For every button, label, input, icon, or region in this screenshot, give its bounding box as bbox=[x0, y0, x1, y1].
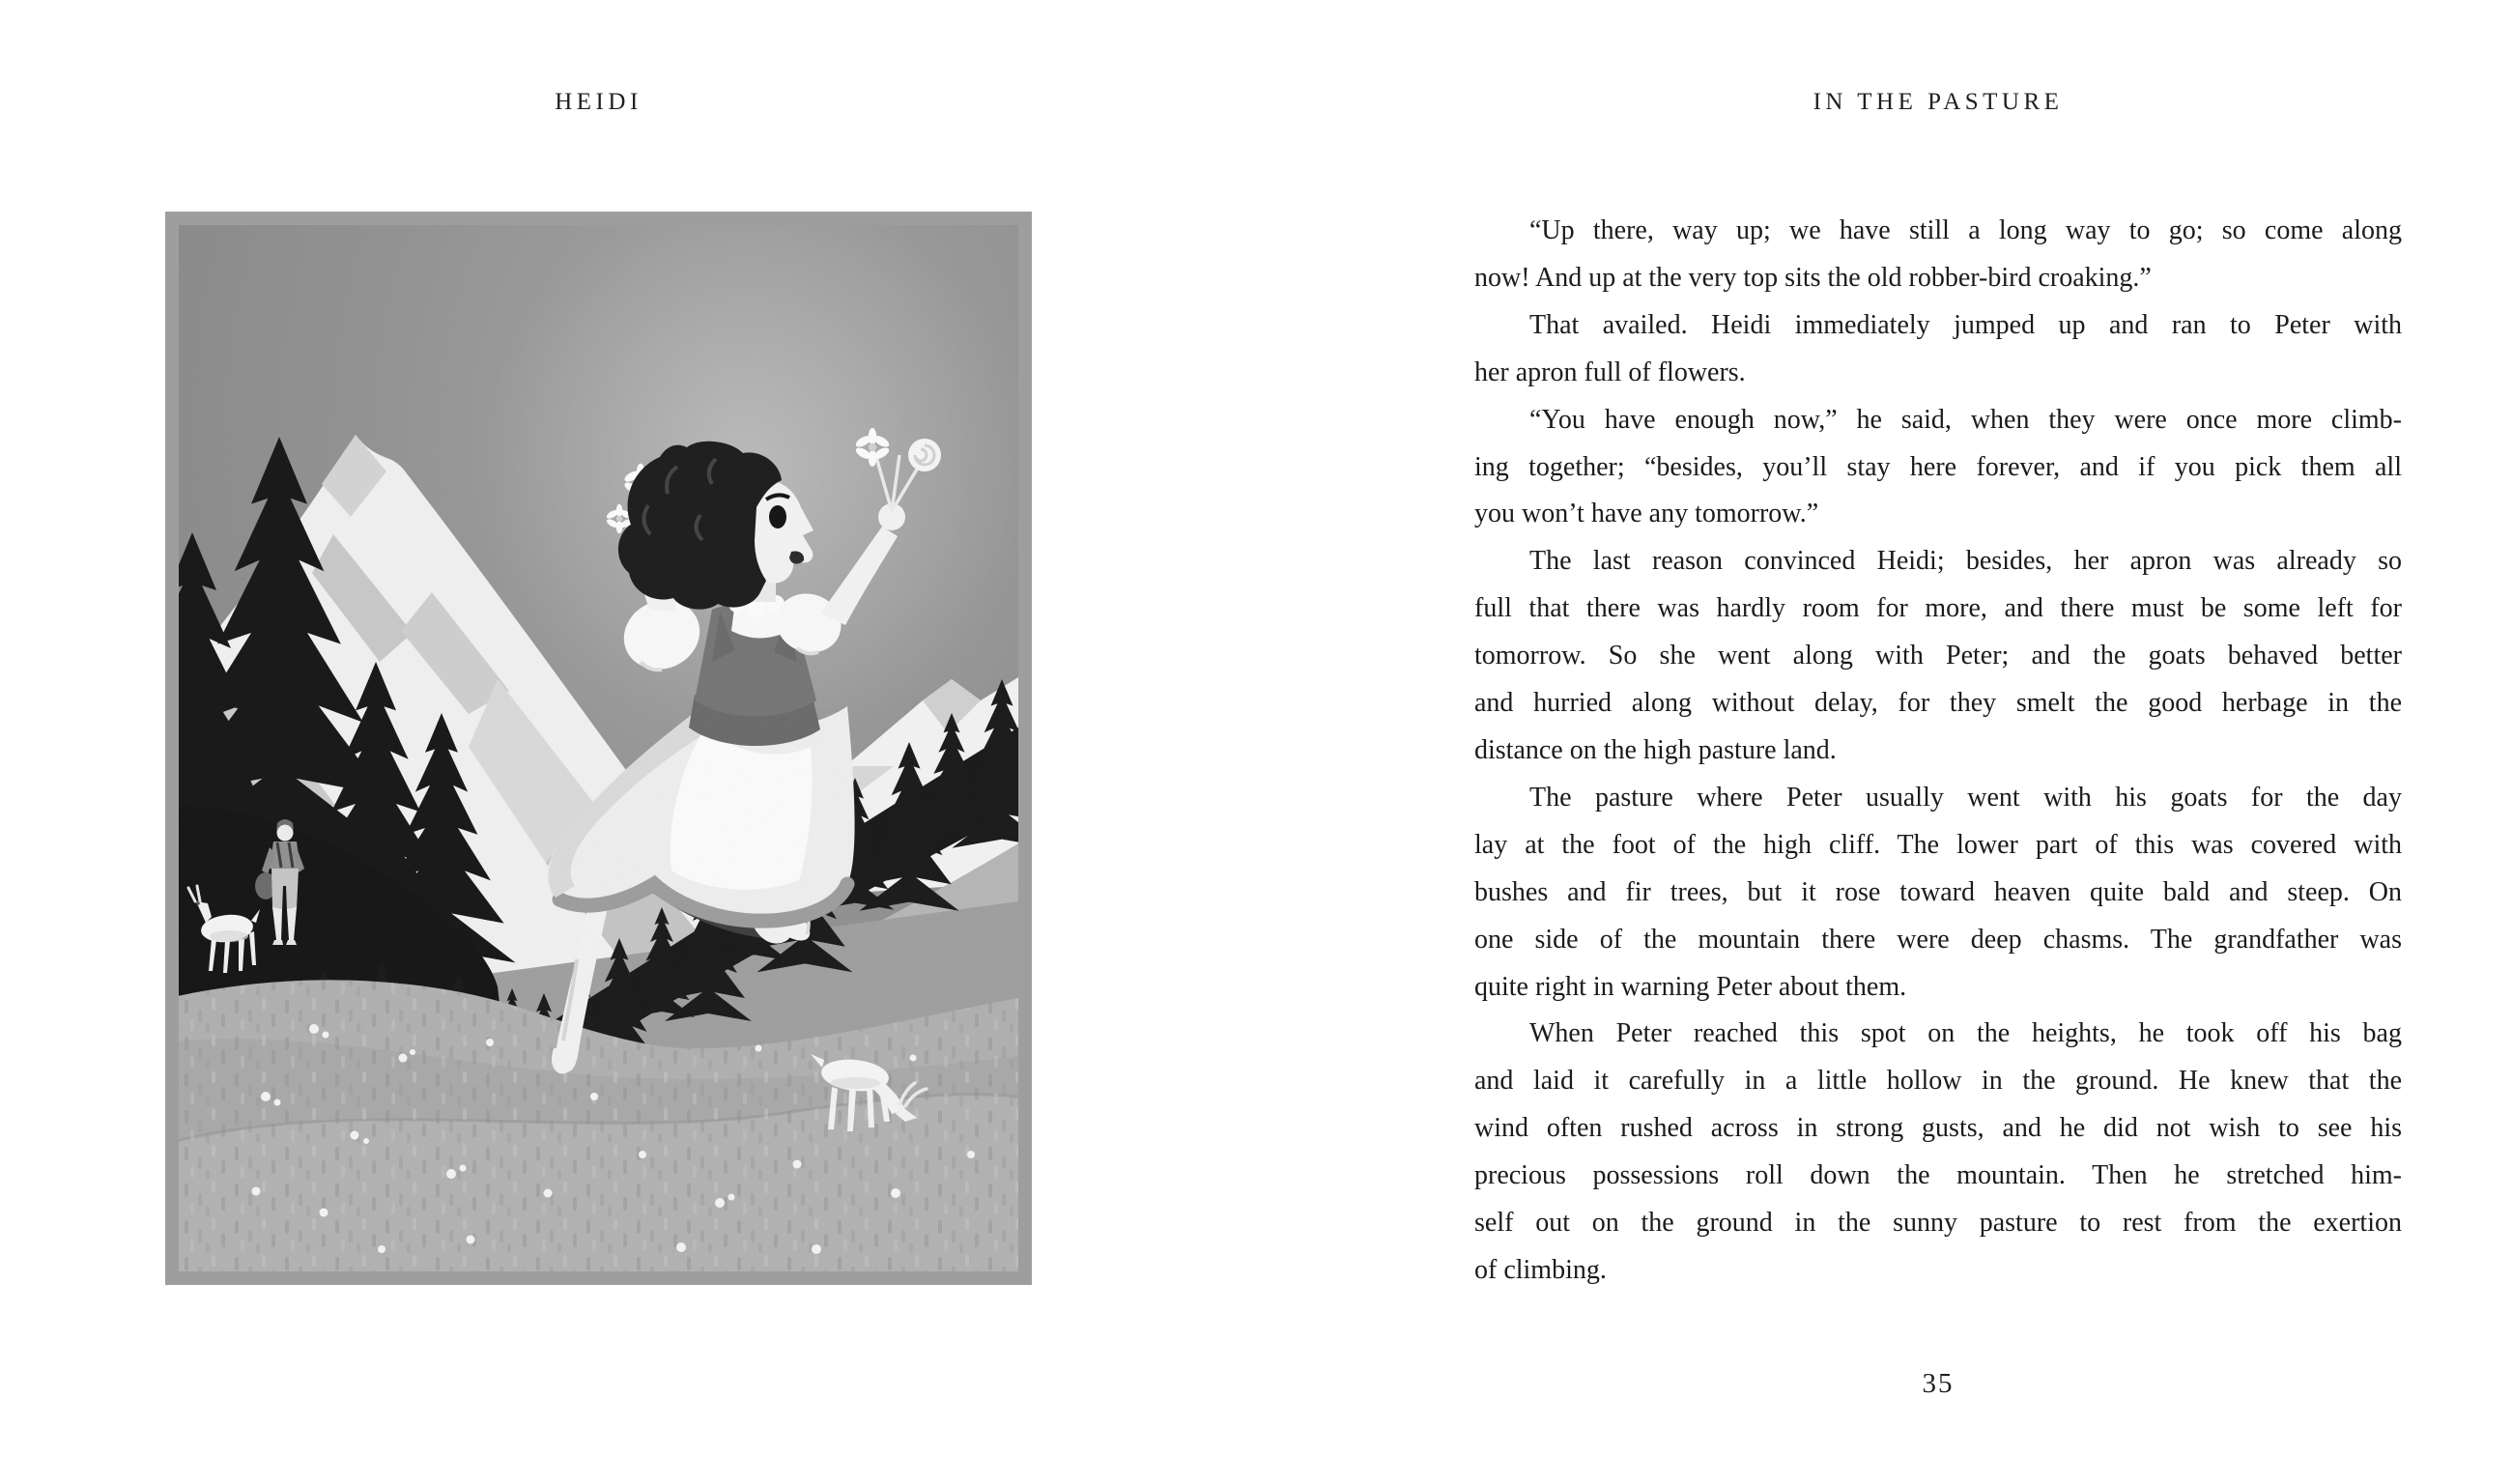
text-line: quite right in warning Peter about them. bbox=[1474, 971, 1907, 1002]
text-line: The pasture where Peter usually went with his goats for the day bbox=[1529, 782, 2402, 813]
illustration-image bbox=[179, 225, 1018, 1271]
text-line: tomorrow. So she went along with Peter; and the goats behaved better bbox=[1474, 641, 2402, 671]
text-line: distance on the high pasture land. bbox=[1474, 734, 1837, 765]
text-line: one side of the mountain there were deep chasms. The grandfather was bbox=[1474, 924, 2402, 955]
left-running-head: HEIDI bbox=[555, 89, 642, 115]
page-number: 35 bbox=[1922, 1368, 1955, 1399]
book-illustration bbox=[165, 212, 1032, 1285]
text-line: precious possessions roll down the mountain. Then he stretched him- bbox=[1474, 1160, 2402, 1191]
text-line: That availed. Heidi immediately jumped up and ran to Peter with bbox=[1529, 309, 2402, 340]
right-running-head: IN THE PASTURE bbox=[1813, 89, 2064, 115]
body-text bbox=[1474, 208, 2402, 1295]
text-line: and laid it carefully in a little hollow in the ground. He knew that the bbox=[1474, 1066, 2402, 1097]
text-line: and hurried along without delay, for they smelt the good herbage in the bbox=[1474, 688, 2402, 719]
text-line: wind often rushed across in strong gusts, and he did not wish to see his bbox=[1474, 1113, 2402, 1144]
text-line: lay at the foot of the high cliff. The lower part of this was covered with bbox=[1474, 829, 2402, 860]
text-line: When Peter reached this spot on the heights, he took off his bag bbox=[1529, 1018, 2402, 1049]
text-line: of climbing. bbox=[1474, 1254, 1607, 1285]
text-line: her apron full of flowers. bbox=[1474, 357, 1746, 387]
text-line: bushes and fir trees, but it rose toward heaven quite bald and steep. On bbox=[1474, 876, 2402, 907]
text-line: “Up there, way up; we have still a long way to go; so come along bbox=[1529, 215, 2402, 245]
text-line: you won’t have any tomorrow.” bbox=[1474, 499, 1819, 529]
text-line: self out on the ground in the sunny pasture to rest from the exertion bbox=[1474, 1208, 2402, 1239]
text-line: full that there was hardly room for more, and there must be some left for bbox=[1474, 593, 2402, 624]
text-line: ing together; “besides, you’ll stay here forever, and if you pick them all bbox=[1474, 451, 2402, 482]
text-line: The last reason convinced Heidi; besides, her apron was already so bbox=[1529, 546, 2402, 577]
text-line: now! And up at the very top sits the old robber-bird croaking.” bbox=[1474, 262, 2152, 293]
text-line: “You have enough now,” he said, when they were once more climb- bbox=[1529, 404, 2402, 435]
